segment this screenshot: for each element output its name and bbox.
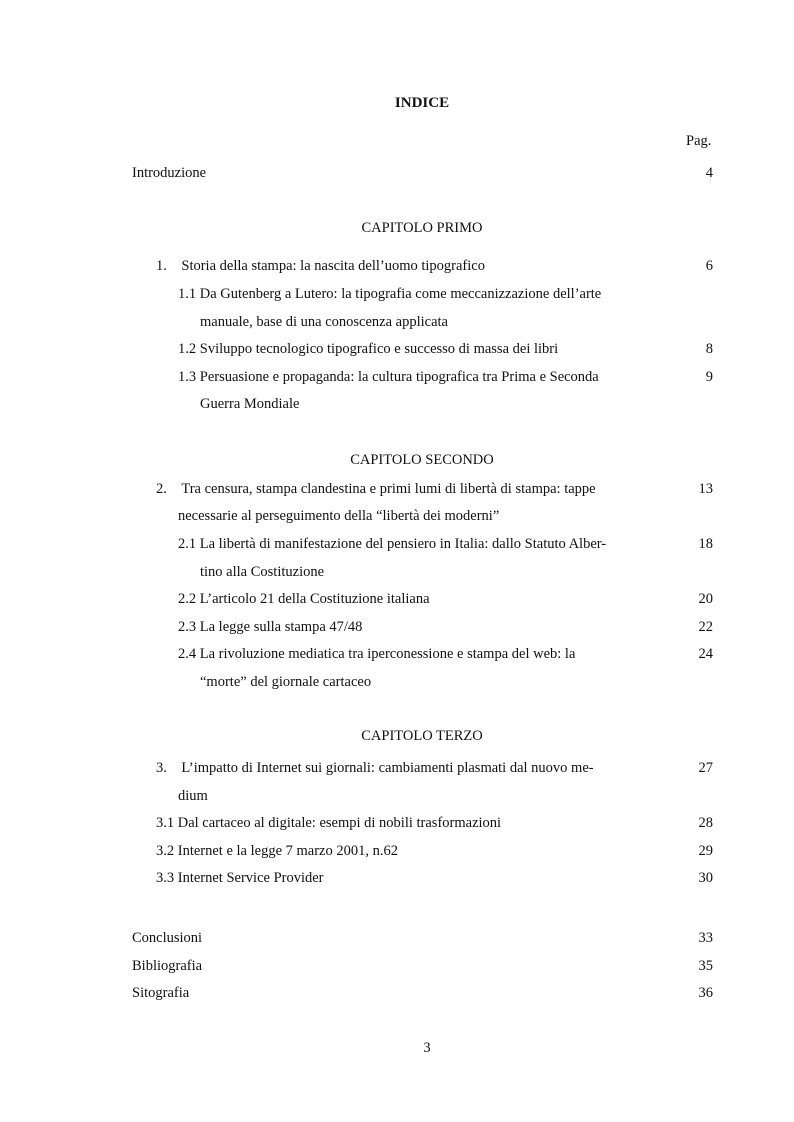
toc-entry-3-2[interactable]: 3.2 Internet e la legge 7 marzo 2001, n.62: [156, 843, 398, 859]
toc-page-introduzione: 4: [705, 165, 713, 181]
toc-page-3: 27: [698, 760, 713, 776]
chapter-heading-3: CAPITOLO TERZO: [361, 728, 483, 744]
toc-page-sitografia: 36: [698, 985, 713, 1001]
toc-entry-2-3[interactable]: 2.3 La legge sulla stampa 47/48: [178, 619, 363, 635]
toc-page-2-2: 20: [698, 591, 713, 607]
toc-page-2-1: 18: [698, 536, 713, 552]
toc-entry-sitografia[interactable]: Sitografia: [132, 985, 190, 1001]
page-number: 3: [423, 1040, 431, 1056]
toc-entry-2-1-cont: tino alla Costituzione: [200, 564, 325, 580]
toc-page-2-4: 24: [698, 646, 713, 662]
toc-page-bibliografia: 35: [698, 958, 713, 974]
toc-page-1: 6: [705, 258, 713, 274]
toc-entry-1-3-cont: Guerra Mondiale: [200, 396, 300, 412]
toc-entry-1-3[interactable]: 1.3 Persuasione e propaganda: la cultura tipografica tra Prima e Seconda: [178, 369, 599, 385]
toc-entry-2-4-cont: “morte” del giornale cartaceo: [200, 674, 372, 690]
toc-page-3-1: 28: [698, 815, 713, 831]
toc-entry-3[interactable]: 3. L’impatto di Internet sui giornali: cambiamenti plasmati dal nuovo me-: [156, 760, 594, 776]
toc-entry-2[interactable]: 2. Tra censura, stampa clandestina e primi lumi di libertà di stampa: tappe: [156, 481, 596, 497]
toc-page-1-2: 8: [705, 341, 713, 357]
toc-entry-conclusioni[interactable]: Conclusioni: [132, 930, 203, 946]
toc-entry-bibliografia[interactable]: Bibliografia: [132, 958, 203, 974]
toc-title: INDICE: [394, 95, 450, 111]
toc-page-2: 13: [698, 481, 713, 497]
toc-entry-introduzione[interactable]: Introduzione: [132, 165, 207, 181]
toc-entry-2-2[interactable]: 2.2 L’articolo 21 della Costituzione italiana: [178, 591, 430, 607]
toc-page-2-3: 22: [698, 619, 713, 635]
toc-entry-2-cont: necessarie al perseguimento della “libertà dei moderni”: [178, 508, 500, 524]
chapter-heading-2: CAPITOLO SECONDO: [350, 452, 494, 468]
chapter-heading-1: CAPITOLO PRIMO: [361, 220, 483, 236]
toc-entry-3-1[interactable]: 3.1 Dal cartaceo al digitale: esempi di nobili trasformazioni: [156, 815, 502, 831]
toc-entry-1[interactable]: 1. Storia della stampa: la nascita dell’uomo tipografico: [156, 258, 485, 274]
toc-page-1-3: 9: [705, 369, 713, 385]
toc-entry-3-cont: dium: [178, 788, 208, 804]
toc-entry-3-3[interactable]: 3.3 Internet Service Provider: [156, 870, 324, 886]
toc-entry-1-2[interactable]: 1.2 Sviluppo tecnologico tipografico e successo di massa dei libri: [178, 341, 559, 357]
toc-page-conclusioni: 33: [698, 930, 713, 946]
toc-entry-2-1[interactable]: 2.1 La libertà di manifestazione del pensiero in Italia: dallo Statuto Alber-: [178, 536, 607, 552]
toc-entry-1-1-cont: manuale, base di una conoscenza applicata: [200, 314, 448, 330]
toc-entry-1-1[interactable]: 1.1 Da Gutenberg a Lutero: la tipografia come meccanizzazione dell’arte: [178, 286, 602, 302]
toc-entry-2-4[interactable]: 2.4 La rivoluzione mediatica tra iperconessione e stampa del web: la: [178, 646, 576, 662]
toc-page-3-2: 29: [698, 843, 713, 859]
pag-label: Pag.: [686, 133, 712, 149]
toc-page-3-3: 30: [698, 870, 713, 886]
